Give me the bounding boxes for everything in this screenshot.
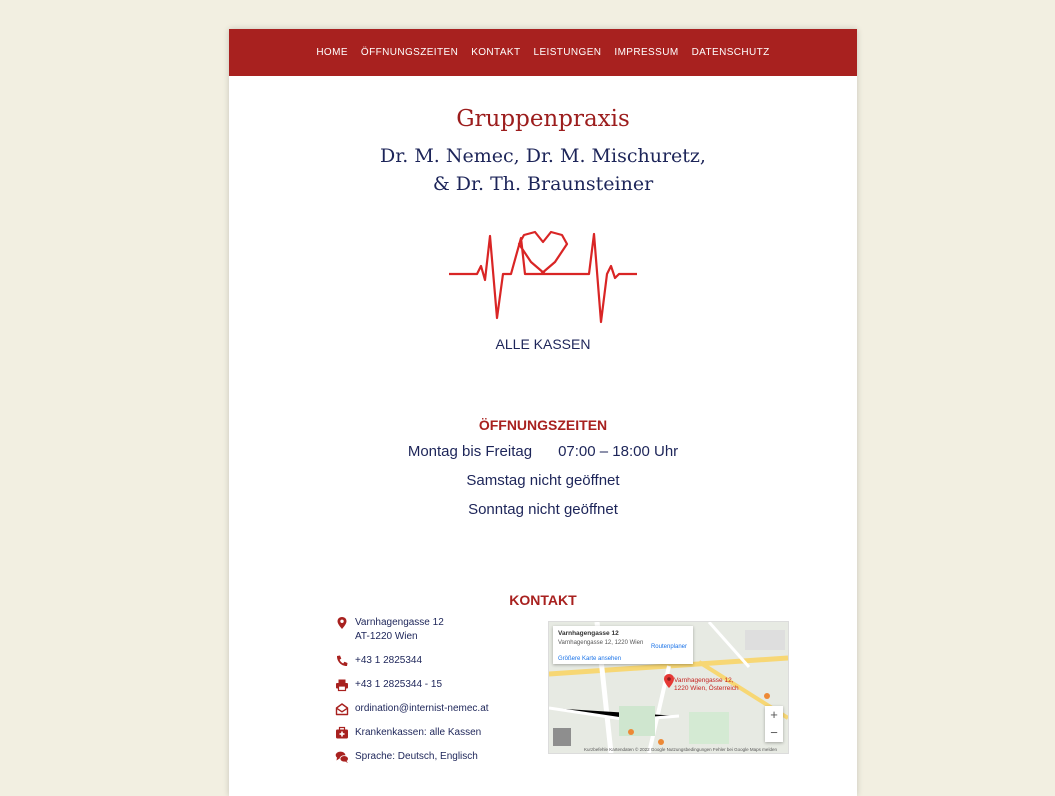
chat-icon xyxy=(335,750,349,764)
google-map[interactable] xyxy=(548,621,789,754)
hours-sunday: Sonntag nicht geöffnet xyxy=(468,501,618,518)
nav-impressum[interactable]: IMPRESSUM xyxy=(614,47,679,58)
route-planner-link[interactable]: Routenplaner xyxy=(650,644,687,650)
map-pin-label-line-1: Varnhagengasse 12, xyxy=(674,677,734,684)
hours-saturday: Samstag nicht geöffnet xyxy=(466,472,620,489)
map-pin-label-line-2: 1220 Wien, Österreich xyxy=(674,685,739,692)
nav-home[interactable]: HOME xyxy=(316,47,348,58)
map-info-card xyxy=(553,626,693,664)
insurance-text: Krankenkassen: alle Kassen xyxy=(355,727,482,738)
hours-title: ÖFFNUNGSZEITEN xyxy=(478,417,608,433)
map-zoom-controls xyxy=(765,706,783,742)
contact-language xyxy=(335,750,525,764)
larger-map-link[interactable]: Größere Karte ansehen xyxy=(558,656,622,662)
weekday-time: 07:00 – 18:00 Uhr xyxy=(558,443,679,460)
nav-oeffnungszeiten[interactable]: ÖFFNUNGSZEITEN xyxy=(360,47,459,58)
contact-phone xyxy=(335,654,525,668)
map-pin-label xyxy=(674,677,739,693)
all-insurance-label: ALLE KASSEN xyxy=(495,336,591,352)
medical-kit-icon xyxy=(335,726,349,740)
map-pin-icon xyxy=(664,674,674,688)
nav-leistungen[interactable]: LEISTUNGEN xyxy=(533,47,602,58)
weekday-label: Montag bis Freitag xyxy=(407,443,533,460)
fax-number: +43 1 2825344 - 15 xyxy=(355,679,443,690)
phone-icon xyxy=(335,654,349,668)
contact-address xyxy=(335,616,525,644)
address-text xyxy=(355,616,444,644)
page-title: Gruppenpraxis xyxy=(456,106,630,132)
contact-insurance xyxy=(335,726,525,740)
heart-ecg-icon xyxy=(449,228,637,324)
hours-weekday xyxy=(229,442,857,462)
zoom-out-button[interactable]: − xyxy=(770,725,778,740)
email-link[interactable]: ordination@internist-nemec.at xyxy=(355,703,489,714)
top-navigation xyxy=(229,29,857,76)
doctors-line-1: Dr. M. Nemec, Dr. M. Mischuretz, xyxy=(380,145,706,167)
fax-icon xyxy=(335,678,349,692)
map-marker-icon xyxy=(335,616,349,630)
contact-email xyxy=(335,702,525,716)
zoom-in-button[interactable]: + xyxy=(770,707,778,722)
phone-number[interactable]: +43 1 2825344 xyxy=(355,655,423,666)
address-city: AT-1220 Wien xyxy=(355,631,418,642)
map-footer: Kurzbefehle Kartendaten © 2022 Google Nutzungsbedingungen Fehler bei Google Maps melden xyxy=(584,747,777,752)
nav-datenschutz[interactable]: DATENSCHUTZ xyxy=(691,47,770,58)
contact-title: KONTAKT xyxy=(509,592,577,608)
page xyxy=(229,29,857,796)
email-icon xyxy=(335,702,349,716)
contact-fax xyxy=(335,678,525,692)
map-card-address: Varnhagengasse 12, 1220 Wien xyxy=(558,640,644,646)
contact-list xyxy=(335,616,525,774)
language-text: Sprache: Deutsch, Englisch xyxy=(355,751,478,762)
nav-kontakt[interactable]: KONTAKT xyxy=(471,47,521,58)
contact-area xyxy=(229,608,857,778)
doctors-line-2: & Dr. Th. Braunsteiner xyxy=(432,173,654,195)
map-card-name: Varnhagengasse 12 xyxy=(558,630,619,637)
header xyxy=(229,105,857,352)
address-street: Varnhagengasse 12 xyxy=(355,617,444,628)
